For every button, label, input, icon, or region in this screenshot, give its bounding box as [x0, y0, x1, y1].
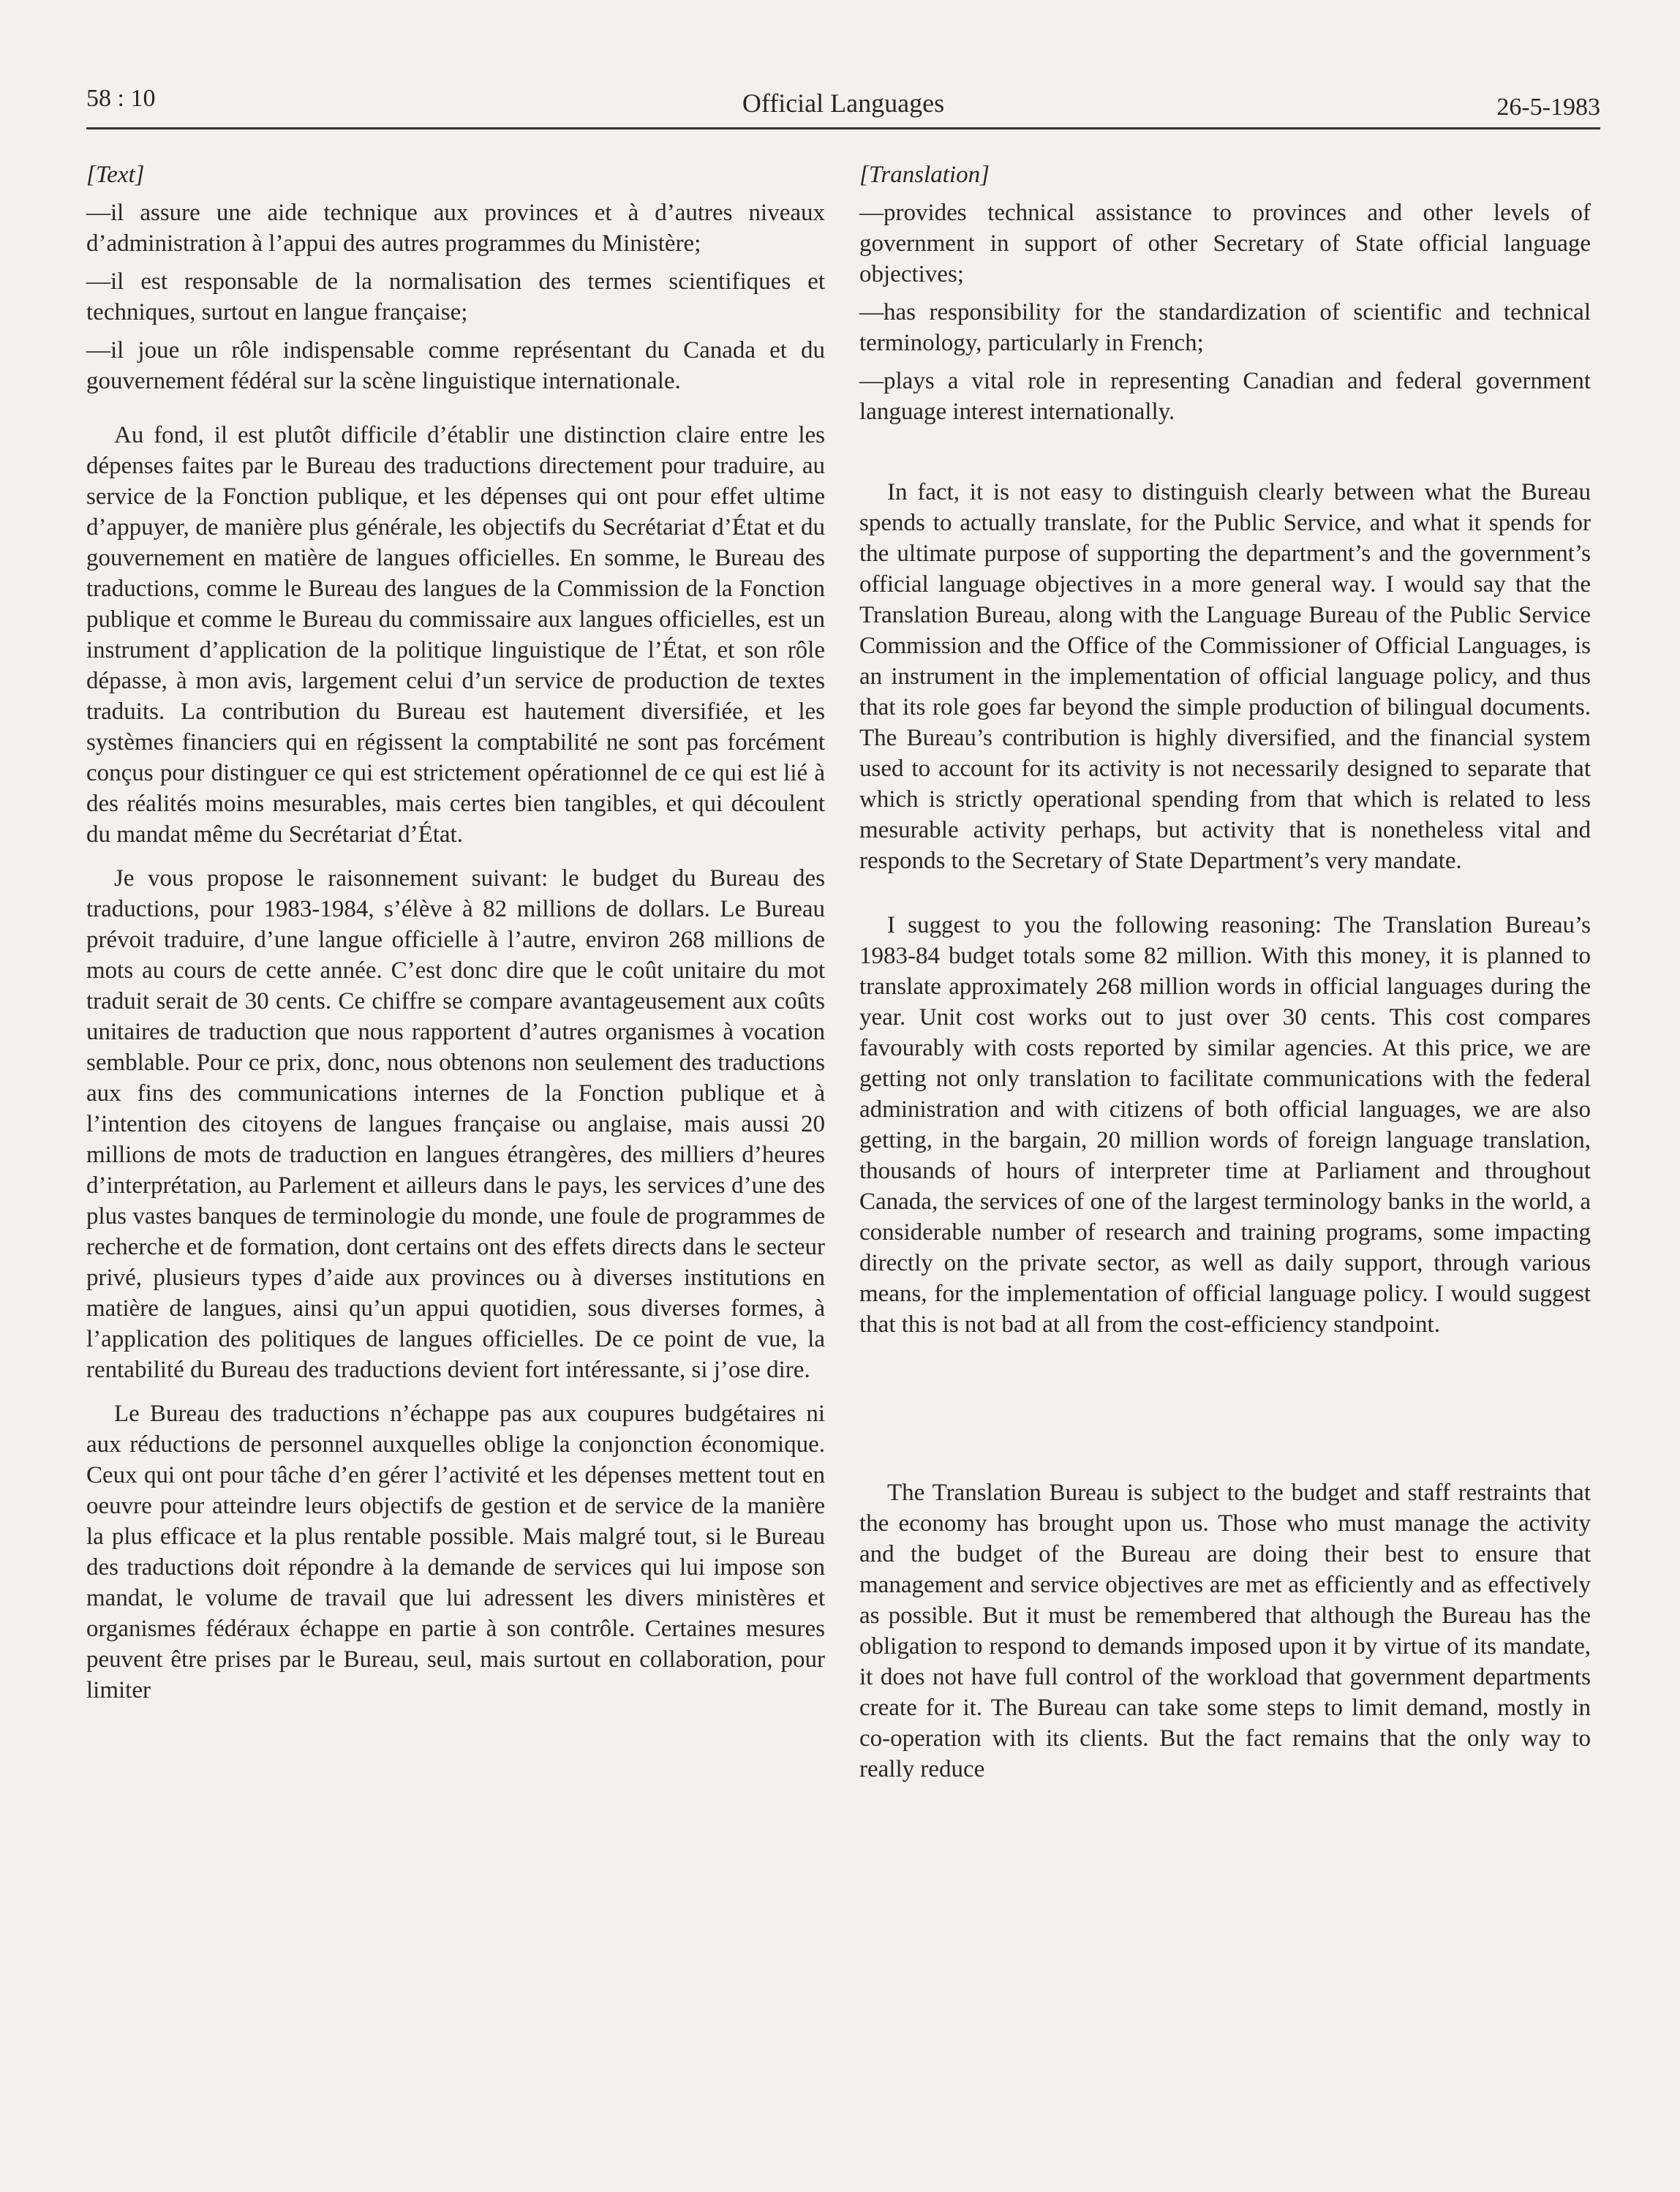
- list-item: —il assure une aide technique aux provinces et à d’autres niveaux d’administration à l’appui des autres programmes du Ministère;: [86, 200, 825, 257]
- list-item: —il est responsable de la normalisation des termes scientifiques et techniques, surtout en langue française;: [86, 268, 825, 325]
- list-item: —has responsibility for the standardization of scientific and technical terminology, particularly in French;: [859, 299, 1591, 356]
- page-number: 58 : 10: [86, 85, 156, 112]
- paragraph: Je vous propose le raisonnement suivant: le budget du Bureau des traductions, pour 1983-1984, s’élève à 82 millions de dollars. Le Bureau prévoit traduire, d’une langue officielle à l’autre, environ 268 millions de mots au cours de cette année. C’est donc dire que le coût unitaire du mot traduit serait de 30 cents. Ce chiffre se compare avantageusement aux coûts unitaires de traduction que nous rapportent d’autres organismes à vocation semblable. Pour ce prix, donc, nous obtenons non seulement des traductions aux fins des communications internes de la Fonction publique et à l’intention des citoyens de langues française ou anglaise, mais aussi 20 millions de mots de traduction en langues étrangères, des milliers d’heures d’interprétation, au Parlement et ailleurs dans le pays, les services d’une des plus vastes banques de terminologie du monde, une foule de programmes de recherche et de formation, dont certains ont des effets directs dans le secteur privé, plusieurs types d’aide aux provinces ou à diverses institutions en matière de langues, ainsi qu’un appui quotidien, sous diverses formes, à l’application des politiques de langues officielles. De ce point de vue, la rentabilité du Bureau des traductions devient fort intéressante, si j’ose dire.: [86, 865, 825, 1383]
- text-label: [Text]: [86, 162, 145, 188]
- list-item: —provides technical assistance to provinces and other levels of government in support of other Secretary of State official language objectives;: [859, 200, 1591, 287]
- page-date: 26-5-1983: [1496, 94, 1600, 121]
- list-item: —plays a vital role in representing Canadian and federal government language interest internationally.: [859, 368, 1591, 425]
- paragraph: Au fond, il est plutôt difficile d’établir une distinction claire entre les dépenses faites par le Bureau des traductions directement pour traduire, au service de la Fonction publique, et les dépenses qui ont pour effet ultime d’appuyer, de manière plus générale, les objectifs du Secrétariat d’État et du gouvernement en matière de langues officielles. En somme, le Bureau des traductions, comme le Bureau des langues de la Commission de la Fonction publique et comme le Bureau du commissaire aux langues officielles, est un instrument d’application de la politique linguistique de l’État, et son rôle dépasse, à mon avis, largement celui d’un service de production de textes traduits. La contribution du Bureau est hautement diversifiée, et les systèmes financiers qui en régissent la comptabilité ne sont pas forcément conçus pour distinguer ce qui est strictement opérationnel de ce qui est lié à des réalités moins mesurables, mais certes bien tangibles, et qui découlent du mandat même du Secrétariat d’État.: [86, 422, 825, 848]
- translation-label: [Translation]: [859, 162, 990, 188]
- paragraph: In fact, it is not easy to distinguish clearly between what the Bureau spends to actually translate, for the Public Service, and what it spends for the ultimate purpose of supporting the department’s and the government’s official language objectives in a more general way. I would say that the Translation Bureau, along with the Language Bureau of the Public Service Commission and the Office of the Commissioner of Official Languages, is an instrument in the implementation of official language policy, and thus that its role goes far beyond the simple production of bilingual documents. The Bureau’s contribution is highly diversified, and the financial system used to account for its activity is not necessarily designed to separate that which is strictly operational spending from that which is related to less mesurable activity perhaps, but activity that is nonetheless vital and responds to the Secretary of State Department’s very mandate.: [859, 479, 1591, 874]
- paragraph: I suggest to you the following reasoning: The Translation Bureau’s 1983-84 budget totals some 82 million. With this money, it is planned to translate approximately 268 million words in official languages during the year. Unit cost works out to just over 30 cents. This cost compares favourably with costs reported by similar agencies. At this price, we are getting not only translation to facilitate communications with the federal administration and with citizens of both official languages, we are also getting, in the bargain, 20 million words of foreign language translation, thousands of hours of interpreter time at Parliament and throughout Canada, the services of one of the largest terminology banks in the world, a considerable number of research and training programs, some impacting directly on the private sector, as well as daily support, through various means, for the implementation of official language policy. I would suggest that this is not bad at all from the cost-efficiency standpoint.: [859, 912, 1591, 1338]
- english-column: [859, 159, 1591, 1798]
- running-title: Official Languages: [742, 88, 945, 118]
- list-item: —il joue un rôle indispensable comme représentant du Canada et du gouvernement fédéral sur la scène linguistique internationale.: [86, 337, 825, 394]
- paragraph: Le Bureau des traductions n’échappe pas aux coupures budgétaires ni aux réductions de personnel auxquelles oblige la conjonction économique. Ceux qui ont pour tâche d’en gérer l’activité et les dépenses mettent tout en oeuvre pour atteindre leurs objectifs de gestion et de service de la manière la plus efficace et la plus rentable possible. Mais malgré tout, si le Bureau des traductions doit répondre à la demande de services qui lui impose son mandat, le volume de travail que lui adressent les divers ministères et organismes fédéraux échappe en partie à son contrôle. Certaines mesures peuvent être prises par le Bureau, seul, mais surtout en collaboration, pour limiter: [86, 1401, 825, 1703]
- page-header: [86, 79, 1600, 129]
- french-column: [86, 159, 825, 1719]
- paragraph: The Translation Bureau is subject to the budget and staff restraints that the economy has brought upon us. Those who must manage the activity and the budget of the Bureau are doing their best to ensure that management and service objectives are met as efficiently and as effectively as possible. But it must be remembered that although the Bureau has the obligation to respond to demands imposed upon it by virtue of its mandate, it does not have full control of the workload that government departments create for it. The Bureau can take some steps to limit demand, mostly in co-operation with its clients. But the fact remains that the only way to really reduce: [859, 1480, 1591, 1782]
